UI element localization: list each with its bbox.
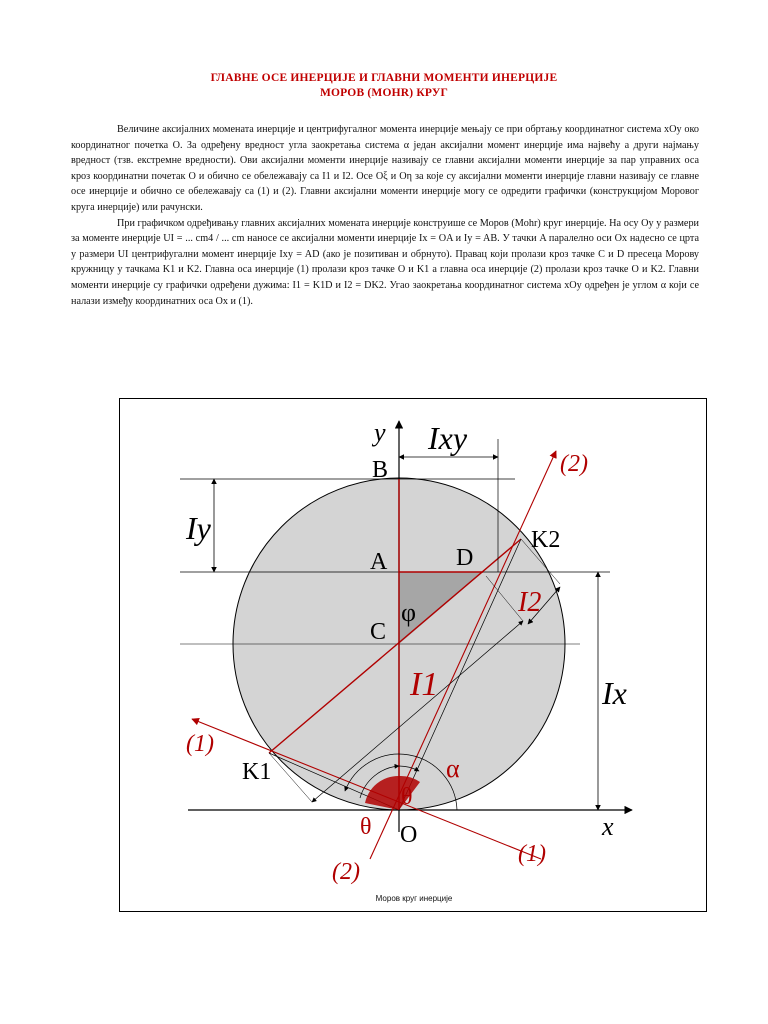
title-line-2: МОРОВ (MOHR) КРУГ <box>319 87 449 99</box>
body-text <box>71 122 699 309</box>
label-x: x <box>602 812 614 841</box>
label-i1: I1 <box>410 666 439 703</box>
label-theta-left: θ <box>360 814 372 840</box>
label-phi: φ <box>401 598 417 627</box>
title-line-1: ГЛАВНЕ ОСЕ ИНЕРЦИЈЕ И ГЛАВНИ МОМЕНТИ ИНЕРЦИЈЕ <box>210 72 558 84</box>
paragraph-1: Величине аксијалних момената инерције и центрифугалног момента инерције мењају се при обртању координатног система xOy око координатног почетка O. За одређену вредност угла заокретања система α један аксијални момент инерције има највећу а други најмању вредност (тзв. екстремне вредности). Ови аксијални моменти инерције називају се главни аксијални моменти инерције за пар управних оса кроз координатни почетак O и обично се обележавају са I1 и I2. Осе Oξ и Oη за које су аксијални моменти инерције главни називају се главне осе инерције и обично се обележавају са (1) и (2). Главни аксијални моменти инерције могу се одредити графички (конструкцијом Моровог круга инерције) или рачунски. <box>71 124 699 213</box>
label-axis2-bottom: (2) <box>332 859 360 885</box>
label-axis2-top: (2) <box>560 451 588 477</box>
label-alpha: α <box>446 754 460 783</box>
mohr-circle-figure <box>119 398 707 912</box>
label-theta-right: θ <box>401 784 413 810</box>
label-k2: K2 <box>531 527 561 553</box>
label-c: C <box>370 619 387 645</box>
figure-caption: Моров круг инерције <box>375 894 453 903</box>
label-y: y <box>374 418 386 447</box>
paragraph-2: При графичком одређивању главних аксијалних момената инерције конструише се Моров (Mohr) круг инерције. На осу Oy у размери за моменте инерције UI = ... cm4 / ... cm наносе се аксијални моменти инерције Ix = OA и Iy = AB. У тачки A паралелно оси Ox надесно се црта у размери UI центрифугални момент инерције Ixy = AD (ако је позитиван и обрнуто). Правац који пролази кроз тачке C и D пресеца Морову кружницу у тачкама K1 и K2. Главна оса инерције (1) пролази кроз тачке O и K1 а главна оса инерције (2) пролази кроз тачке O и K2. Главни моменти инерције су графички одређени дужима: I1 = K1D и I2 = DK2. Угао заокретања координатног система xOy одређен је углом α који се налази између координатних оса Ox и (1). <box>71 217 699 307</box>
label-i2: I2 <box>518 587 542 618</box>
label-axis1-top: (1) <box>186 731 214 757</box>
label-k1: K1 <box>242 759 272 785</box>
label-axis1-bottom: (1) <box>518 841 546 867</box>
label-iy: Iy <box>186 510 211 546</box>
label-d: D <box>456 545 474 571</box>
label-b: B <box>372 457 389 483</box>
label-o: O <box>400 822 418 848</box>
label-ixy: Ixy <box>428 420 468 456</box>
label-ix: Ix <box>602 675 627 711</box>
mohr-circle-diagram <box>120 399 706 911</box>
label-a: A <box>370 549 388 575</box>
